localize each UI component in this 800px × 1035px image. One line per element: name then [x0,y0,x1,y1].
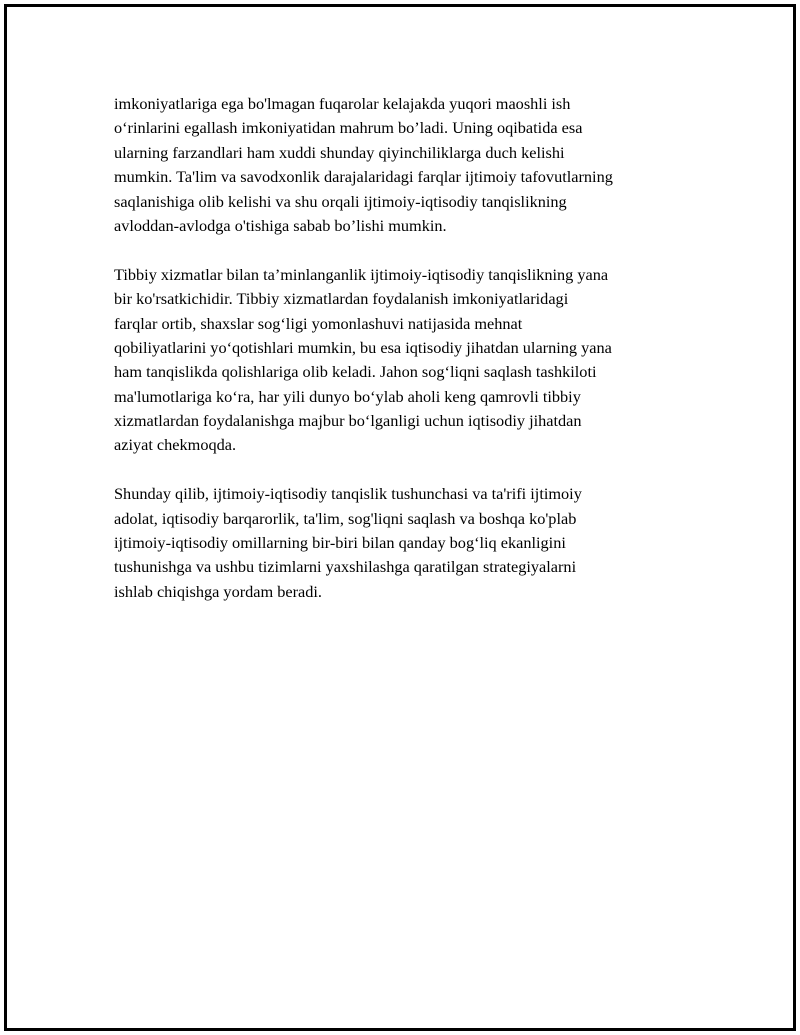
text-line: xizmatlardan foydalanishga majbur bo‘lganligi uchun iqtisodiy jihatdan [114,411,582,431]
text-line: avloddan-avlodga o'tishiga sabab bo’lishi mumkin. [114,215,447,235]
text-line: ham tanqislikda qolishlariga olib keladi. Jahon sog‘liqni saqlash tashkiloti [114,362,597,382]
text-line: mumkin. Ta'lim va savodxonlik darajalaridagi farqlar ijtimoiy tafovutlarning [114,167,613,187]
text-line: tushunishga va ushbu tizimlarni yaxshilashga qaratilgan strategiyalarni [114,557,577,577]
text-line: bir ko'rsatkichidir. Tibbiy xizmatlardan foydalanish imkoniyatlaridagi [114,289,569,309]
paragraph-healthcare [114,263,694,458]
paragraph-spacer [114,238,694,262]
document-body [114,92,694,604]
paragraph-spacer [114,458,694,482]
text-line: farqlar ortib, shaxslar sog‘ligi yomonlashuvi natijasida mehnat [114,313,523,333]
text-line: ma'lumotlariga ko‘ra, har yili dunyo bo‘ylab aholi keng qamrovli tibbiy [114,386,581,406]
text-line: ishlab chiqishga yordam beradi. [114,581,322,601]
text-line: Shunday qilib, ijtimoiy-iqtisodiy tanqislik tushunchasi va ta'rifi ijtimoiy [114,484,582,504]
text-line: Tibbiy xizmatlar bilan ta’minlanganlik ijtimoiy-iqtisodiy tanqislikning yana [114,264,609,284]
text-line: imkoniyatlariga ega bo'lmagan fuqarolar kelajakda yuqori maoshli ish [114,94,571,113]
paragraph-conclusion [114,482,694,604]
paragraph-education [114,92,694,238]
text-line: ularning farzandlari ham xuddi shunday qiyinchiliklarga duch kelishi [114,142,565,162]
text-line: qobiliyatlarini yo‘qotishlari mumkin, bu esa iqtisodiy jihatdan ularning yana [114,337,612,357]
text-line: o‘rinlarini egallash imkoniyatidan mahrum bo’ladi. Uning oqibatida esa [114,118,583,138]
text-line: ijtimoiy-iqtisodiy omillarning bir-biri bilan qanday bog‘liq ekanligini [114,533,566,553]
text-line: saqlanishiga olib kelishi va shu orqali ijtimoiy-iqtisodiy tanqislikning [114,191,567,211]
text-line: aziyat chekmoqda. [114,435,237,455]
text-line: adolat, iqtisodiy barqarorlik, ta'lim, sog'liqni saqlash va boshqa ko'plab [114,508,577,528]
